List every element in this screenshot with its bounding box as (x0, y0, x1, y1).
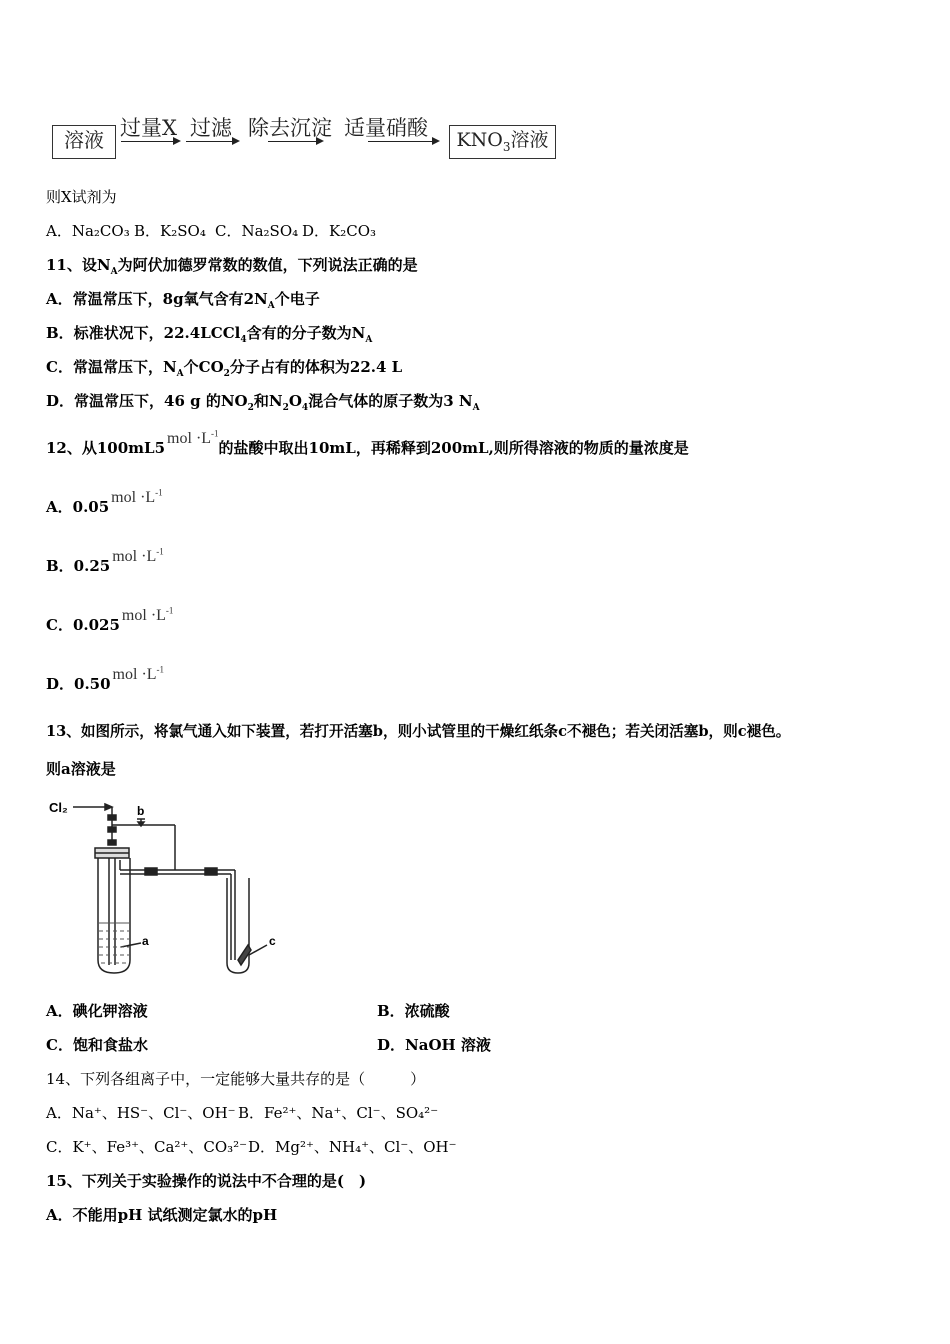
q11-option-a: A．常温常压下，8g氧气含有$2N_A$个电子 (46, 290, 320, 311)
q10-option-c: C．Na₂SO₄ (215, 222, 299, 240)
q13-fig-c-label: c (269, 934, 276, 948)
flow-arrow-4 (368, 141, 438, 142)
q14-option-b: B．Fe²⁺、Na⁺、Cl⁻、SO₄²⁻ (238, 1104, 439, 1122)
flow-label-filter: 过滤 (190, 116, 232, 140)
flow-end-box: $KNO_3$溶液 (449, 125, 556, 159)
flow-label-excess-x: 过量X (120, 116, 177, 140)
q12-option-b: B．$0.25mol \cdot L^{-1}$ (46, 546, 164, 575)
q14-option-a: A．Na⁺、HS⁻、Cl⁻、OH⁻ (46, 1104, 236, 1122)
q11-option-d: D．常温常压下，46 g 的$NO_2$和$N_2O_4$混合气体的原子数为3 $N_A$ (46, 392, 480, 413)
flow-arrow-1 (121, 141, 179, 142)
q13-stem: 13、如图所示，将氯气通入如下装置，若打开活塞b，则小试管里的干燥红纸条c不褪色；若关闭活塞b，则c褪色。 (46, 723, 791, 740)
q13-apparatus-figure (45, 795, 295, 980)
q13-option-b: B．浓硫酸 (377, 1002, 450, 1020)
q10-option-d: D．K₂CO₃ (302, 222, 377, 240)
q13-option-d: D．NaOH 溶液 (377, 1036, 491, 1054)
q13-fig-cl2-label: Cl₂ (49, 800, 68, 815)
q10-option-b: B．K₂SO₄ (134, 222, 206, 240)
flow-label-nitric-acid: 适量硝酸 (344, 116, 428, 140)
q15-stem: 15、下列关于实验操作的说法中不合理的是( ) (46, 1172, 367, 1190)
q10-stem: 则X试剂为 (46, 188, 117, 206)
flow-arrow-2 (186, 141, 238, 142)
q11-option-b: B．标准状况下，22.4LCCl$_4$含有的分子数为$N_A$ (46, 324, 373, 345)
q13-option-a: A．碘化钾溶液 (46, 1002, 148, 1020)
q11-option-c: C．常温常压下，$N_A$个$CO_2$分子占有的体积为22.4 L (46, 358, 403, 379)
q13-fig-a-label: a (142, 934, 149, 948)
flow-start-box: 溶液 (52, 125, 116, 159)
q13-stem-2: 则a溶液是 (46, 760, 116, 778)
flow-label-remove-precipitate: 除去沉淀 (248, 116, 332, 140)
q11-stem: 11、设$N_A$为阿伏加德罗常数的数值，下列说法正确的是 (46, 256, 418, 277)
q14-option-d: D．Mg²⁺、NH₄⁺、Cl⁻、OH⁻ (248, 1138, 457, 1156)
q12-option-c: C．$0.025mol \cdot L^{-1}$ (46, 605, 174, 634)
flow-arrow-3 (268, 141, 322, 142)
q14-option-c: C．K⁺、Fe³⁺、Ca²⁺、CO₃²⁻ (46, 1138, 248, 1156)
q12-stem: 12、从$100mL5mol \cdot L^{-1}$的盐酸中取出10mL，再稀释到200mL,则所得溶液的物质的量浓度是 (46, 428, 689, 457)
q10-option-a: A．Na₂CO₃ (46, 222, 130, 240)
q13-option-c: C．饱和食盐水 (46, 1036, 148, 1054)
q12-option-a: A．$0.05mol \cdot L^{-1}$ (46, 487, 163, 516)
q12-option-d: D．$0.50mol \cdot L^{-1}$ (46, 664, 165, 693)
q14-stem: 14、下列各组离子中，一定能够大量共存的是（ ） (46, 1070, 426, 1088)
q13-fig-b-label: b (137, 804, 145, 818)
q15-option-a: A．不能用pH 试纸测定氯水的pH (46, 1206, 278, 1224)
